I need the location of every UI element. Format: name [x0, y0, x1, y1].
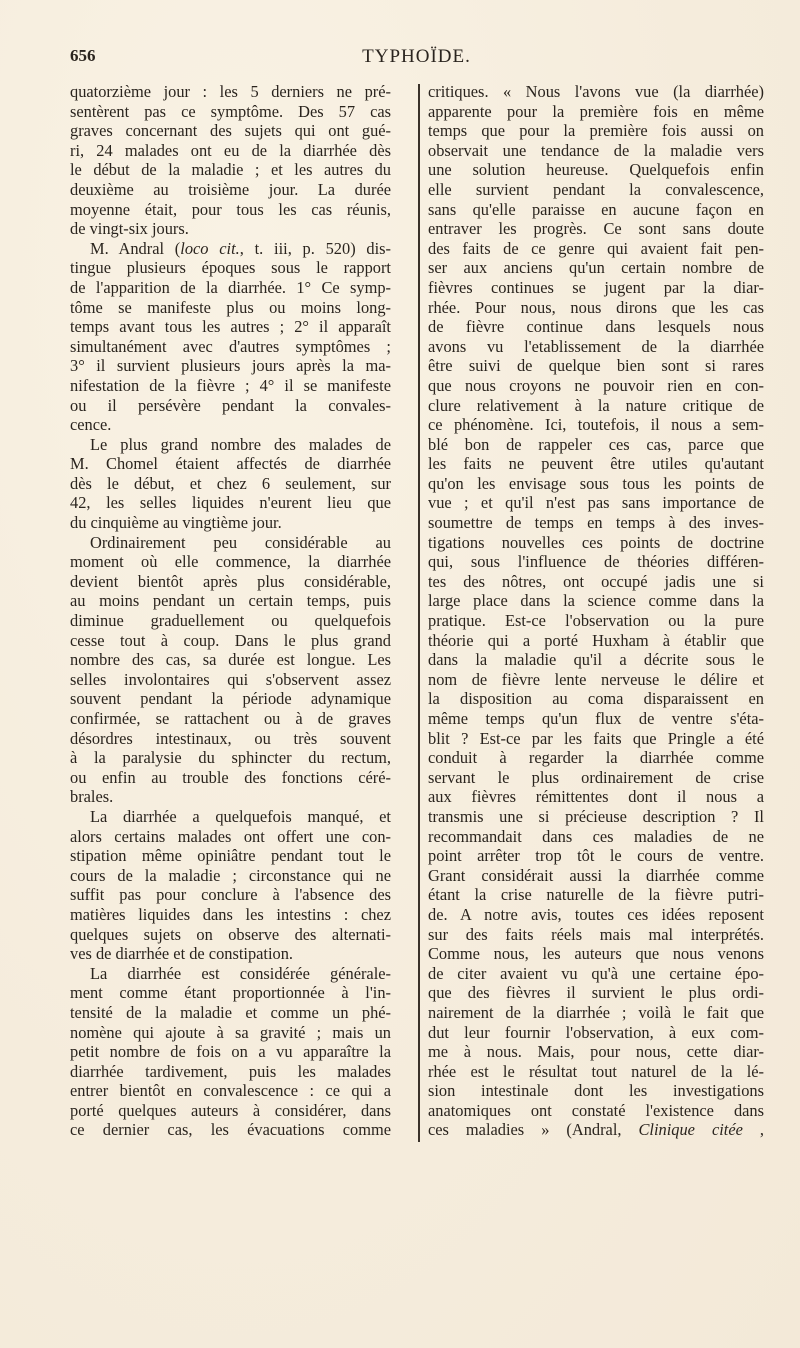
text-segment: , [742, 1120, 764, 1140]
text-line: des faits de ce genre qui avaient fait pen- [428, 238, 764, 258]
text-line: ser aux anciens qu'un certain nombre de [428, 258, 764, 278]
text-line: souvent pendant la période adynamique [70, 689, 391, 709]
text-line: même temps qu'un flux de ventre s'éta- [428, 709, 764, 728]
text-line: qui, sous l'influence de théories différen- [428, 552, 764, 572]
text-line: rhée est le résultat tout naturel de la lé- [428, 1061, 764, 1081]
text-line: brales. [70, 787, 114, 807]
text-line: sentèrent pas ce symptôme. Des 57 cas [70, 101, 391, 121]
text-line: Comme nous, les auteurs que nous venons [428, 944, 764, 964]
text-line: quatorzième jour : les 5 derniers ne pré- [70, 82, 391, 101]
text-line [428, 1120, 764, 1140]
text-line: ce dernier cas, les évacuations comme [70, 1120, 391, 1140]
text-line: que nous croyons ne pouvoir rien en con- [428, 375, 764, 395]
text-line: diminue graduellement ou quelquefois [70, 611, 391, 631]
text-line: tes des nôtres, ont occupé jadis une si [428, 571, 764, 591]
text-line: La diarrhée a quelquefois manqué, et [90, 806, 391, 826]
text-line: cence. [70, 415, 112, 435]
text-line: critiques. « Nous l'avons vue (la diarrhée) [428, 82, 764, 101]
text-line: transmis une si précieuse description ? Il [428, 806, 764, 826]
right-text-column [428, 82, 764, 1140]
text-line: ri, 24 malades ont eu de la diarrhée dès [70, 140, 391, 160]
text-line: quelques sujets on observe des alternati- [70, 924, 391, 944]
text-line: sans qu'elle paraisse en aucune façon en [428, 199, 764, 219]
column-divider [418, 84, 420, 1142]
text-line: entraver les progrès. Ce sont sans doute [428, 219, 764, 239]
text-segment: M. Andral ( [90, 238, 181, 258]
text-line: tensité de la maladie et comme un phé- [70, 1002, 391, 1022]
text-line: confirmée, se rattachent ou à de graves [70, 709, 391, 728]
text-line: une solution heureuse. Quelquefois enfin [428, 160, 764, 180]
text-line: soumettre de temps en temps à des inves- [428, 513, 764, 533]
page-header [70, 46, 763, 70]
text-line: 42, les selles liquides n'eurent lieu que [70, 493, 391, 513]
text-line: être suivi de quelque bien sont si rares [428, 356, 764, 376]
running-title: TYPHOÏDE. [362, 46, 471, 67]
text-line: étant la crise naturelle de la fièvre putri- [428, 885, 764, 905]
text-line: nifestation de la fièvre ; 4° il se manifeste [70, 375, 391, 395]
text-line: clure relativement à la nature critique de [428, 395, 764, 415]
text-line: à la paralysie du sphincter du rectum, [70, 748, 391, 768]
text-line: aux fièvres rémittentes dont il nous a [428, 787, 764, 807]
italic-text: Clinique citée [638, 1120, 743, 1140]
text-line: au moins pendant un certain temps, puis [70, 591, 391, 611]
text-line: le début de la maladie ; et les autres du [70, 160, 391, 180]
text-line: sur des faits réels mais mal interprétés. [428, 924, 764, 944]
text-line: la disposition au coma disparaissent en [428, 689, 764, 709]
text-line: porté quelques auteurs à considérer, dans [70, 1100, 391, 1120]
text-line: me à nous. Mais, pour nous, cette diar- [428, 1042, 764, 1062]
text-line: La diarrhée est considérée générale- [90, 963, 391, 983]
text-line: rhée. Pour nous, nous dirons que les cas [428, 297, 764, 317]
text-line: moment où elle commence, la diarrhée [70, 552, 391, 572]
text-line: temps avant tous les autres ; 2° il apparaît [70, 317, 391, 337]
text-line: temps que pour la première fois aussi on [428, 121, 764, 141]
text-line: de fièvre continue dans lesquels nous [428, 317, 764, 337]
text-line: ves de diarrhée et de constipation. [70, 944, 294, 964]
text-line: avons vu l'etablissement de la diarrhée [428, 336, 764, 356]
text-line: Ordinairement peu considérable au [90, 532, 391, 552]
text-line: devient bientôt après plus considérable, [70, 571, 391, 591]
text-line: nombre des cas, sa durée est longue. Les [70, 650, 391, 670]
text-line: deuxième au troisième jour. La durée [70, 179, 391, 199]
text-line: ou il persévère pendant la convales- [70, 395, 391, 415]
text-line: moyenne était, pour tous les cas réunis, [70, 199, 391, 219]
italic-text: loco cit. [180, 238, 240, 258]
text-line: cours de la maladie ; circonstance qui ne [70, 865, 391, 885]
text-line: tigations nouvelles ces points de doctrine [428, 532, 764, 552]
text-line: de l'apparition de la diarrhée. 1° Ce symp- [70, 277, 391, 297]
text-line: graves concernant des sujets qui ont gué- [70, 121, 391, 141]
text-line: alors certains malades ont offert une con- [70, 826, 391, 846]
text-line: anatomiques ont constaté l'existence dans [428, 1100, 764, 1120]
text-segment: ces maladies » (Andral, [428, 1120, 639, 1140]
text-line: de citer avaient vu qu'à une certaine épo- [428, 963, 764, 983]
text-line: blé bon de rappeler ces cas, parce que [428, 434, 764, 454]
left-text-column [70, 82, 391, 1140]
text-line: qu'on les envisage sous tous les points de [428, 473, 764, 493]
text-line: sion intestinale dont les investigations [428, 1081, 764, 1101]
text-line: désordres intestinaux, ou très souvent [70, 728, 391, 748]
text-line: nom de fièvre lente nerveuse le délire et [428, 669, 764, 689]
text-line: simultanément avec d'autres symptômes ; [70, 336, 391, 356]
text-line: ou enfin au trouble des fonctions céré- [70, 767, 391, 787]
text-line: blit ? Est-ce par les faits que Pringle a été [428, 728, 764, 748]
text-line: M. Chomel étaient affectés de diarrhée [70, 454, 391, 474]
text-line: large place dans la science comme dans la [428, 591, 764, 611]
text-line: recommandait dans ces maladies de ne [428, 826, 764, 846]
text-line: tingue plusieurs époques sous le rapport [70, 258, 391, 278]
text-line: pratique. Est-ce l'observation ou la pure [428, 611, 764, 631]
text-line: dès le début, et chez 6 seulement, sur [70, 473, 391, 493]
text-line: entrer bientôt en convalescence : ce qui a [70, 1081, 391, 1101]
text-line: dut leur fournir l'observation, à eux com- [428, 1022, 764, 1042]
text-line: de. A notre avis, toutes ces idées reposent [428, 904, 764, 924]
text-line: stipation même opiniâtre pendant tout le [70, 846, 391, 866]
text-line: ce phénomène. Ici, toutefois, il nous a sem- [428, 415, 764, 435]
text-line: fièvres continues se jugent par la diar- [428, 277, 764, 297]
text-line: apparente pour la première fois en même [428, 101, 764, 121]
text-line: nomène qui ajoute à sa gravité ; mais un [70, 1022, 391, 1042]
text-line: vue ; et qu'il n'est pas sans importance de [428, 493, 764, 513]
text-line: du cinquième au vingtième jour. [70, 513, 282, 533]
text-line: ment comme étant proportionnée à l'in- [70, 983, 391, 1003]
text-line: théorie qui a porté Huxham à établir que [428, 630, 764, 650]
text-line: observait une tendance de la maladie vers [428, 140, 764, 160]
text-line: matières liquides dans les intestins : chez [70, 904, 391, 924]
page-number: 656 [70, 46, 96, 65]
text-line: petit nombre de fois on a vu apparaître la [70, 1042, 391, 1062]
text-line: point arrêter trop tôt le cours de ventre. [428, 846, 764, 866]
text-segment: , t. iii, p. 520) dis- [239, 238, 391, 258]
text-line: de vingt-six jours. [70, 219, 189, 239]
text-line: selles involontaires qui s'observent assez [70, 669, 391, 689]
text-line: Le plus grand nombre des malades de [90, 434, 391, 454]
text-line: nairement de la diarrhée ; voilà le fait que [428, 1002, 764, 1022]
text-line: dans la maladie qu'il a décrite sous le [428, 650, 764, 670]
text-line: que des fièvres il survient le plus ordi- [428, 983, 764, 1003]
text-line: servant le plus ordinairement de crise [428, 767, 764, 787]
text-line: les faits ne peuvent être utiles qu'autant [428, 454, 764, 474]
text-line: diarrhée tardivement, puis les malades [70, 1061, 391, 1081]
text-line: cesse tout à coup. Dans le plus grand [70, 630, 391, 650]
text-line: Grant considérait aussi la diarrhée comme [428, 865, 764, 885]
text-line: suffit pas pour conclure à l'absence des [70, 885, 391, 905]
text-line: 3° il survient plusieurs jours après la ma- [70, 356, 391, 376]
text-line: elle survient pendant la convalescence, [428, 179, 764, 199]
text-line [70, 239, 391, 259]
text-line: conduit à regarder la diarrhée comme [428, 748, 764, 768]
text-line: tôme se manifeste plus ou moins long- [70, 297, 391, 317]
